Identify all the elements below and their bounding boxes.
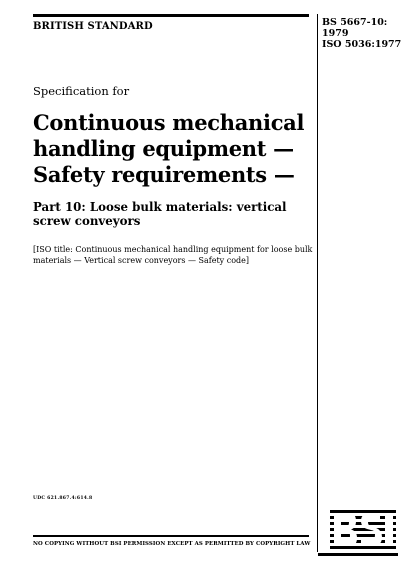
standard-number (322, 17, 401, 50)
title-line: Continuous mechanical (33, 110, 305, 135)
copyright-notice: NO COPYING WITHOUT BSI PERMISSION EXCEPT AS PERMITTED BY COPYRIGHT LAW (33, 541, 311, 547)
part-title: Part 10: Loose bulk materials: vertical screw conveyors (33, 200, 287, 228)
standard-number-line: 1979 (322, 28, 349, 39)
udc-code: UDC 621.867.4:614.8 (33, 496, 93, 501)
bsi-logo-icon (330, 510, 396, 550)
top-rule (33, 14, 309, 17)
document-title (33, 110, 318, 188)
standard-number-column (317, 14, 398, 552)
title-line: handling equipment — (33, 136, 294, 161)
standard-number-line: ISO 5036:1977 (322, 39, 402, 50)
bottom-rule (33, 535, 309, 537)
bottom-bar (318, 553, 398, 556)
iso-title: [ISO title: Continuous mechanical handling equipment for loose bulk materials — Vertical screw conveyors — Safety code] (33, 245, 313, 265)
document-type: BRITISH STANDARD (33, 21, 153, 32)
standard-number-line: BS 5667-10: (322, 17, 388, 28)
spec-for-label: Specification for (33, 84, 130, 98)
title-line: Safety requirements — (33, 162, 295, 187)
